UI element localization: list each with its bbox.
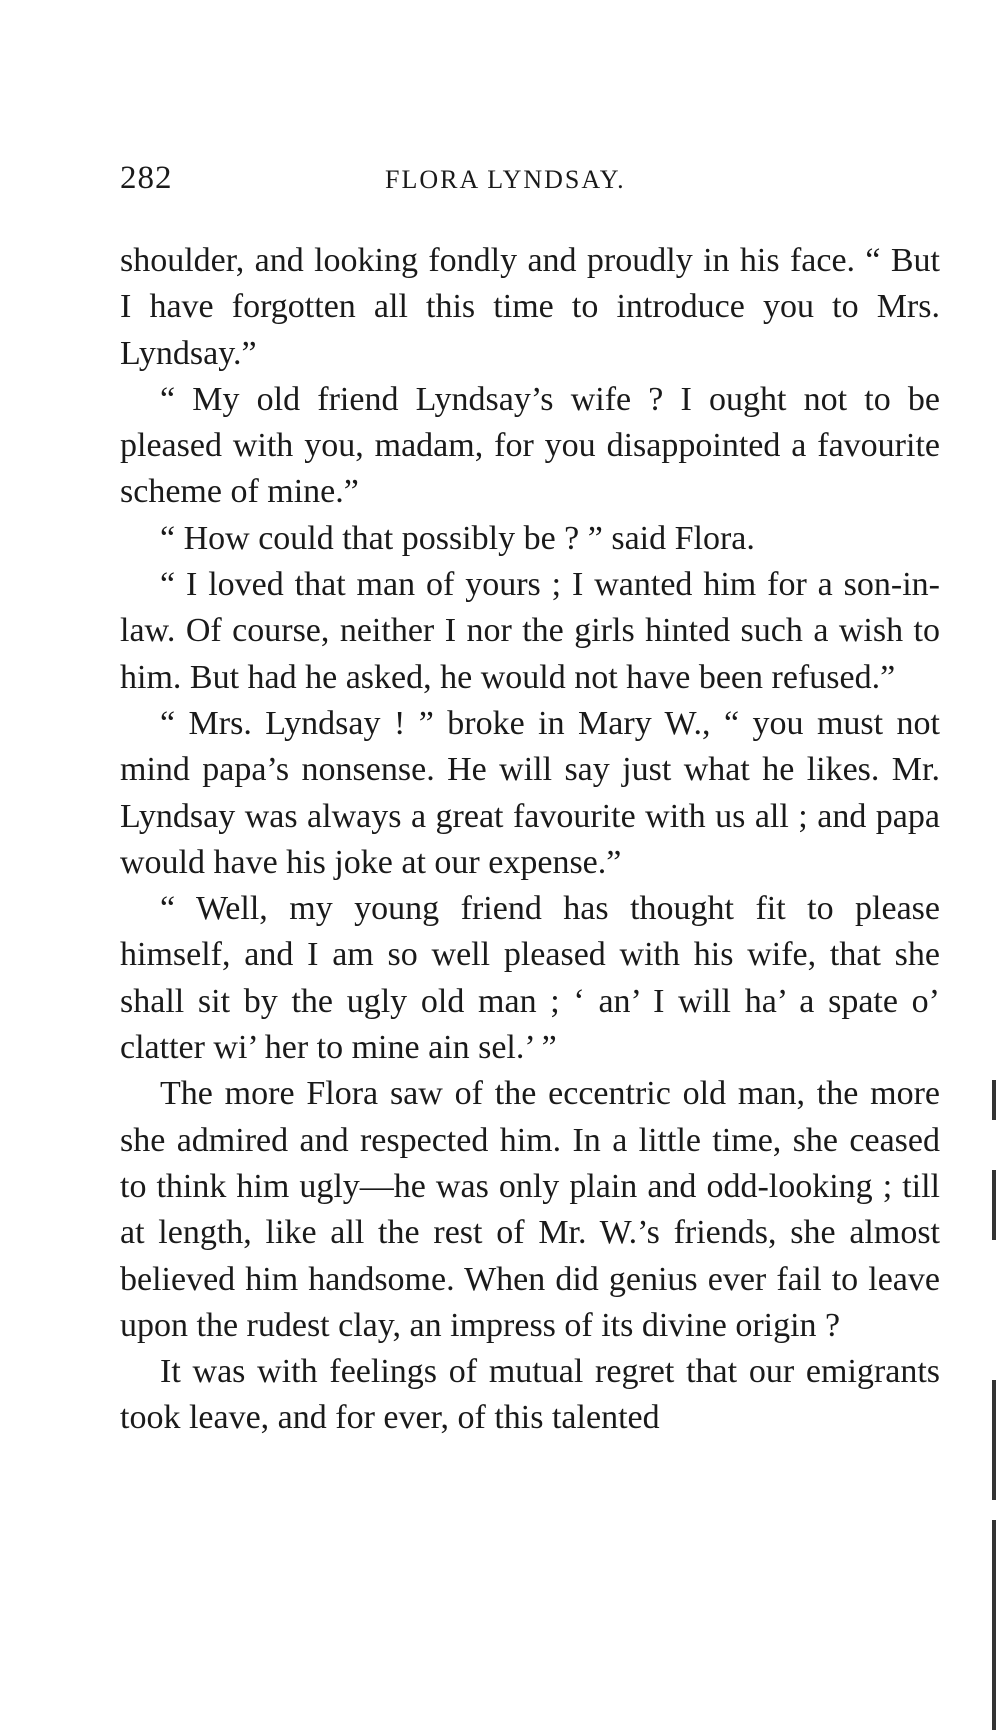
paragraph: shoulder, and looking fondly and proudly in his face. “ But I have forgotten all this time to introduce you to Mrs. Lyndsay.” — [120, 242, 940, 372]
edge-mark — [992, 1080, 996, 1120]
running-title: FLORA LYNDSAY. — [385, 165, 626, 194]
paragraph: It was with feelings of mutual regret that our emigrants took leave, and for ever, of this talented — [120, 1353, 940, 1437]
paragraph: “ Well, my young friend has thought fit to please himself, and I am so well pleased with his wife, that she shall sit by the ugly old man ; ‘ an’ I will ha’ a spate o’ clatter wi’ her to mine ain sel.’ ” — [120, 890, 940, 1067]
page-edge-speckle — [982, 1050, 1000, 1734]
paragraph: “ How could that possibly be ? ” said Flora. — [160, 519, 755, 557]
paragraph: “ My old friend Lyndsay’s wife ? I ought not to be pleased with you, madam, for you disappointed a favourite scheme of mine.” — [120, 380, 940, 511]
body-text — [120, 238, 940, 1442]
edge-mark — [992, 1520, 996, 1730]
running-head — [120, 160, 940, 200]
edge-mark — [992, 1170, 996, 1240]
paragraph: “ I loved that man of yours ; I wanted him for a son-in-law. Of course, neither I nor the girls hinted such a wish to him. But had he asked, he would not have been refused.” — [120, 566, 940, 696]
paragraph: The more Flora saw of the eccentric old man, the more she admired and respected him. In a little time, she ceased to think him ugly—he was only plain and odd-looking ; till at length, like all the rest of Mr. W.’s friends, she almost believed him handsome. When did genius ever fail to leave upon the rudest clay, an impress of its divine origin ? — [120, 1075, 940, 1344]
paragraph: “ Mrs. Lyndsay ! ” broke in Mary W., “ you must not mind papa’s nonsense. He will say just what he likes. Mr. Lyndsay was always a great favourite with us all ; and papa would have his joke at our expense.” — [120, 704, 940, 881]
page-number: 282 — [120, 160, 173, 196]
edge-mark — [992, 1380, 996, 1500]
